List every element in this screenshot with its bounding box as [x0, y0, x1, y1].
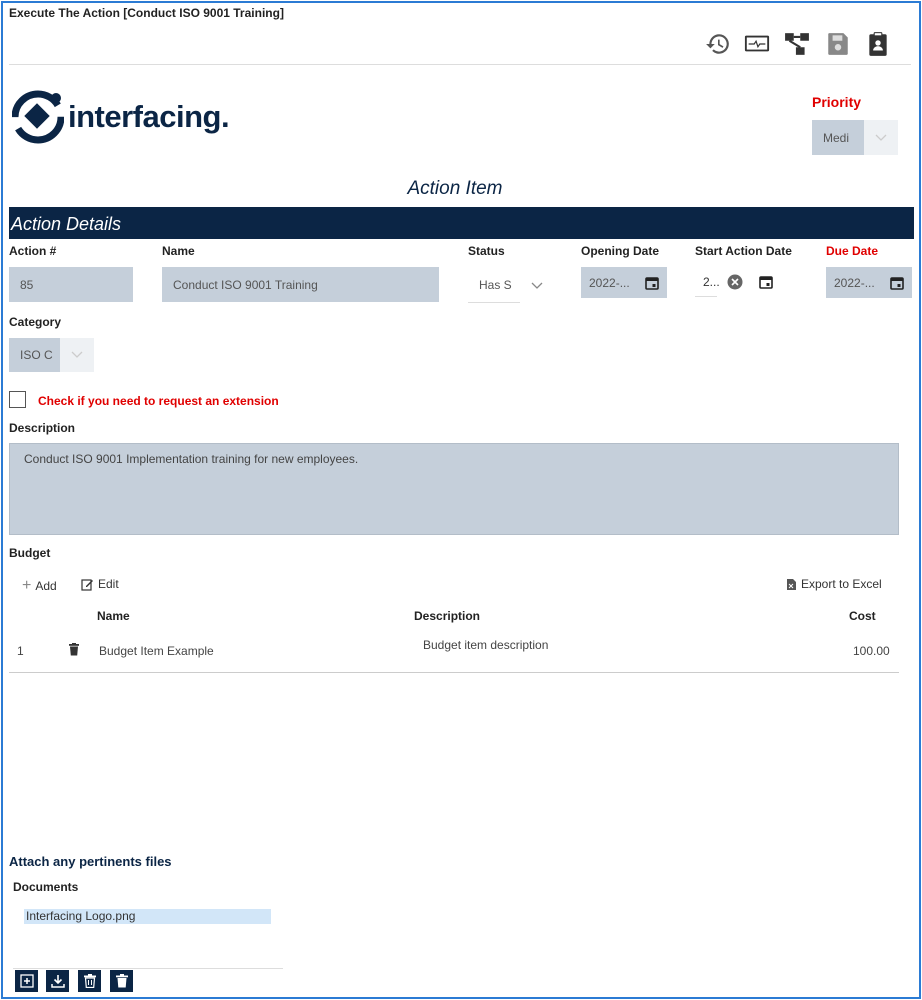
delete-document-button[interactable] — [78, 970, 101, 992]
opening-date-value: 2022-... — [589, 275, 630, 290]
clear-circle-icon[interactable] — [727, 274, 743, 290]
trash-icon[interactable] — [68, 643, 80, 656]
delete-all-documents-button[interactable] — [110, 970, 133, 992]
page-title: Action Item — [407, 178, 503, 199]
clipboard-user-icon[interactable] — [864, 30, 892, 58]
export-to-excel-button[interactable] — [786, 577, 882, 591]
column-header-name[interactable]: Name — [97, 609, 130, 623]
attachments-title: Attach any pertinents files — [9, 854, 172, 869]
logo-text: interfacing. — [68, 99, 230, 134]
logo-mark-icon — [12, 88, 64, 146]
status-value: Has S — [468, 268, 520, 303]
opening-date-label: Opening Date — [581, 244, 660, 258]
column-header-description[interactable]: Description — [414, 609, 481, 623]
plus-icon: + — [22, 577, 32, 594]
calendar-icon[interactable] — [645, 276, 659, 290]
calendar-icon[interactable] — [759, 275, 773, 289]
document-list-item[interactable]: Interfacing Logo.png — [24, 909, 271, 924]
row-index: 1 — [17, 644, 24, 658]
row-cost: 100.00 — [853, 644, 890, 658]
add-file-icon — [20, 974, 34, 988]
due-date-label: Due Date — [826, 244, 879, 258]
documents-label: Documents — [13, 880, 79, 894]
action-number-field[interactable]: 85 — [9, 267, 133, 302]
company-logo — [12, 88, 229, 146]
table-row-divider — [9, 672, 899, 673]
chevron-down-icon[interactable] — [864, 120, 898, 155]
header-divider — [9, 64, 911, 65]
priority-select[interactable] — [812, 120, 898, 155]
column-header-cost[interactable]: Cost — [849, 609, 876, 623]
chevron-down-icon[interactable] — [520, 268, 554, 303]
category-value: ISO C — [9, 338, 60, 372]
priority-label: Priority — [812, 94, 862, 110]
action-number-label: Action # — [9, 244, 57, 258]
category-label: Category — [9, 315, 62, 329]
edit-icon — [81, 578, 94, 591]
monitor-icon[interactable] — [743, 30, 771, 58]
export-button-label: Export to Excel — [801, 577, 882, 591]
trash-icon — [115, 974, 129, 988]
add-button[interactable] — [22, 577, 57, 595]
name-label: Name — [162, 244, 195, 258]
edit-button[interactable] — [81, 577, 119, 591]
add-document-button[interactable] — [15, 970, 38, 992]
calendar-icon[interactable] — [890, 276, 904, 290]
description-label: Description — [9, 421, 76, 435]
category-select[interactable] — [9, 338, 94, 372]
add-button-label: Add — [35, 579, 57, 593]
start-action-date-value: 2... — [695, 267, 717, 297]
workflow-icon[interactable] — [783, 30, 811, 58]
documents-divider — [13, 968, 283, 969]
name-field[interactable]: Conduct ISO 9001 Training — [162, 267, 439, 302]
download-icon — [51, 974, 65, 988]
trash-icon — [83, 974, 97, 988]
save-icon[interactable] — [824, 30, 852, 58]
row-name: Budget Item Example — [99, 644, 214, 658]
status-select[interactable] — [468, 268, 554, 303]
history-icon[interactable] — [704, 30, 732, 58]
edit-button-label: Edit — [98, 577, 119, 591]
row-description: Budget item description — [423, 638, 549, 652]
due-date-value: 2022-... — [834, 275, 875, 290]
budget-label: Budget — [9, 546, 51, 560]
section-header-action-details: Action Details — [9, 207, 914, 239]
window-title: Execute The Action [Conduct ISO 9001 Training] — [9, 6, 284, 20]
extension-checkbox[interactable] — [9, 391, 26, 408]
description-textarea[interactable]: Conduct ISO 9001 Implementation training for new employees. — [9, 443, 899, 535]
opening-date-field[interactable] — [581, 267, 667, 298]
download-document-button[interactable] — [46, 970, 69, 992]
excel-file-icon — [786, 578, 797, 591]
status-label: Status — [468, 244, 505, 258]
start-action-date-label: Start Action Date — [695, 244, 792, 258]
due-date-field[interactable] — [826, 267, 912, 298]
priority-value: Medi — [812, 120, 864, 155]
extension-checkbox-label: Check if you need to request an extension — [38, 394, 279, 408]
start-action-date-field[interactable] — [695, 267, 773, 297]
chevron-down-icon[interactable] — [60, 338, 94, 372]
